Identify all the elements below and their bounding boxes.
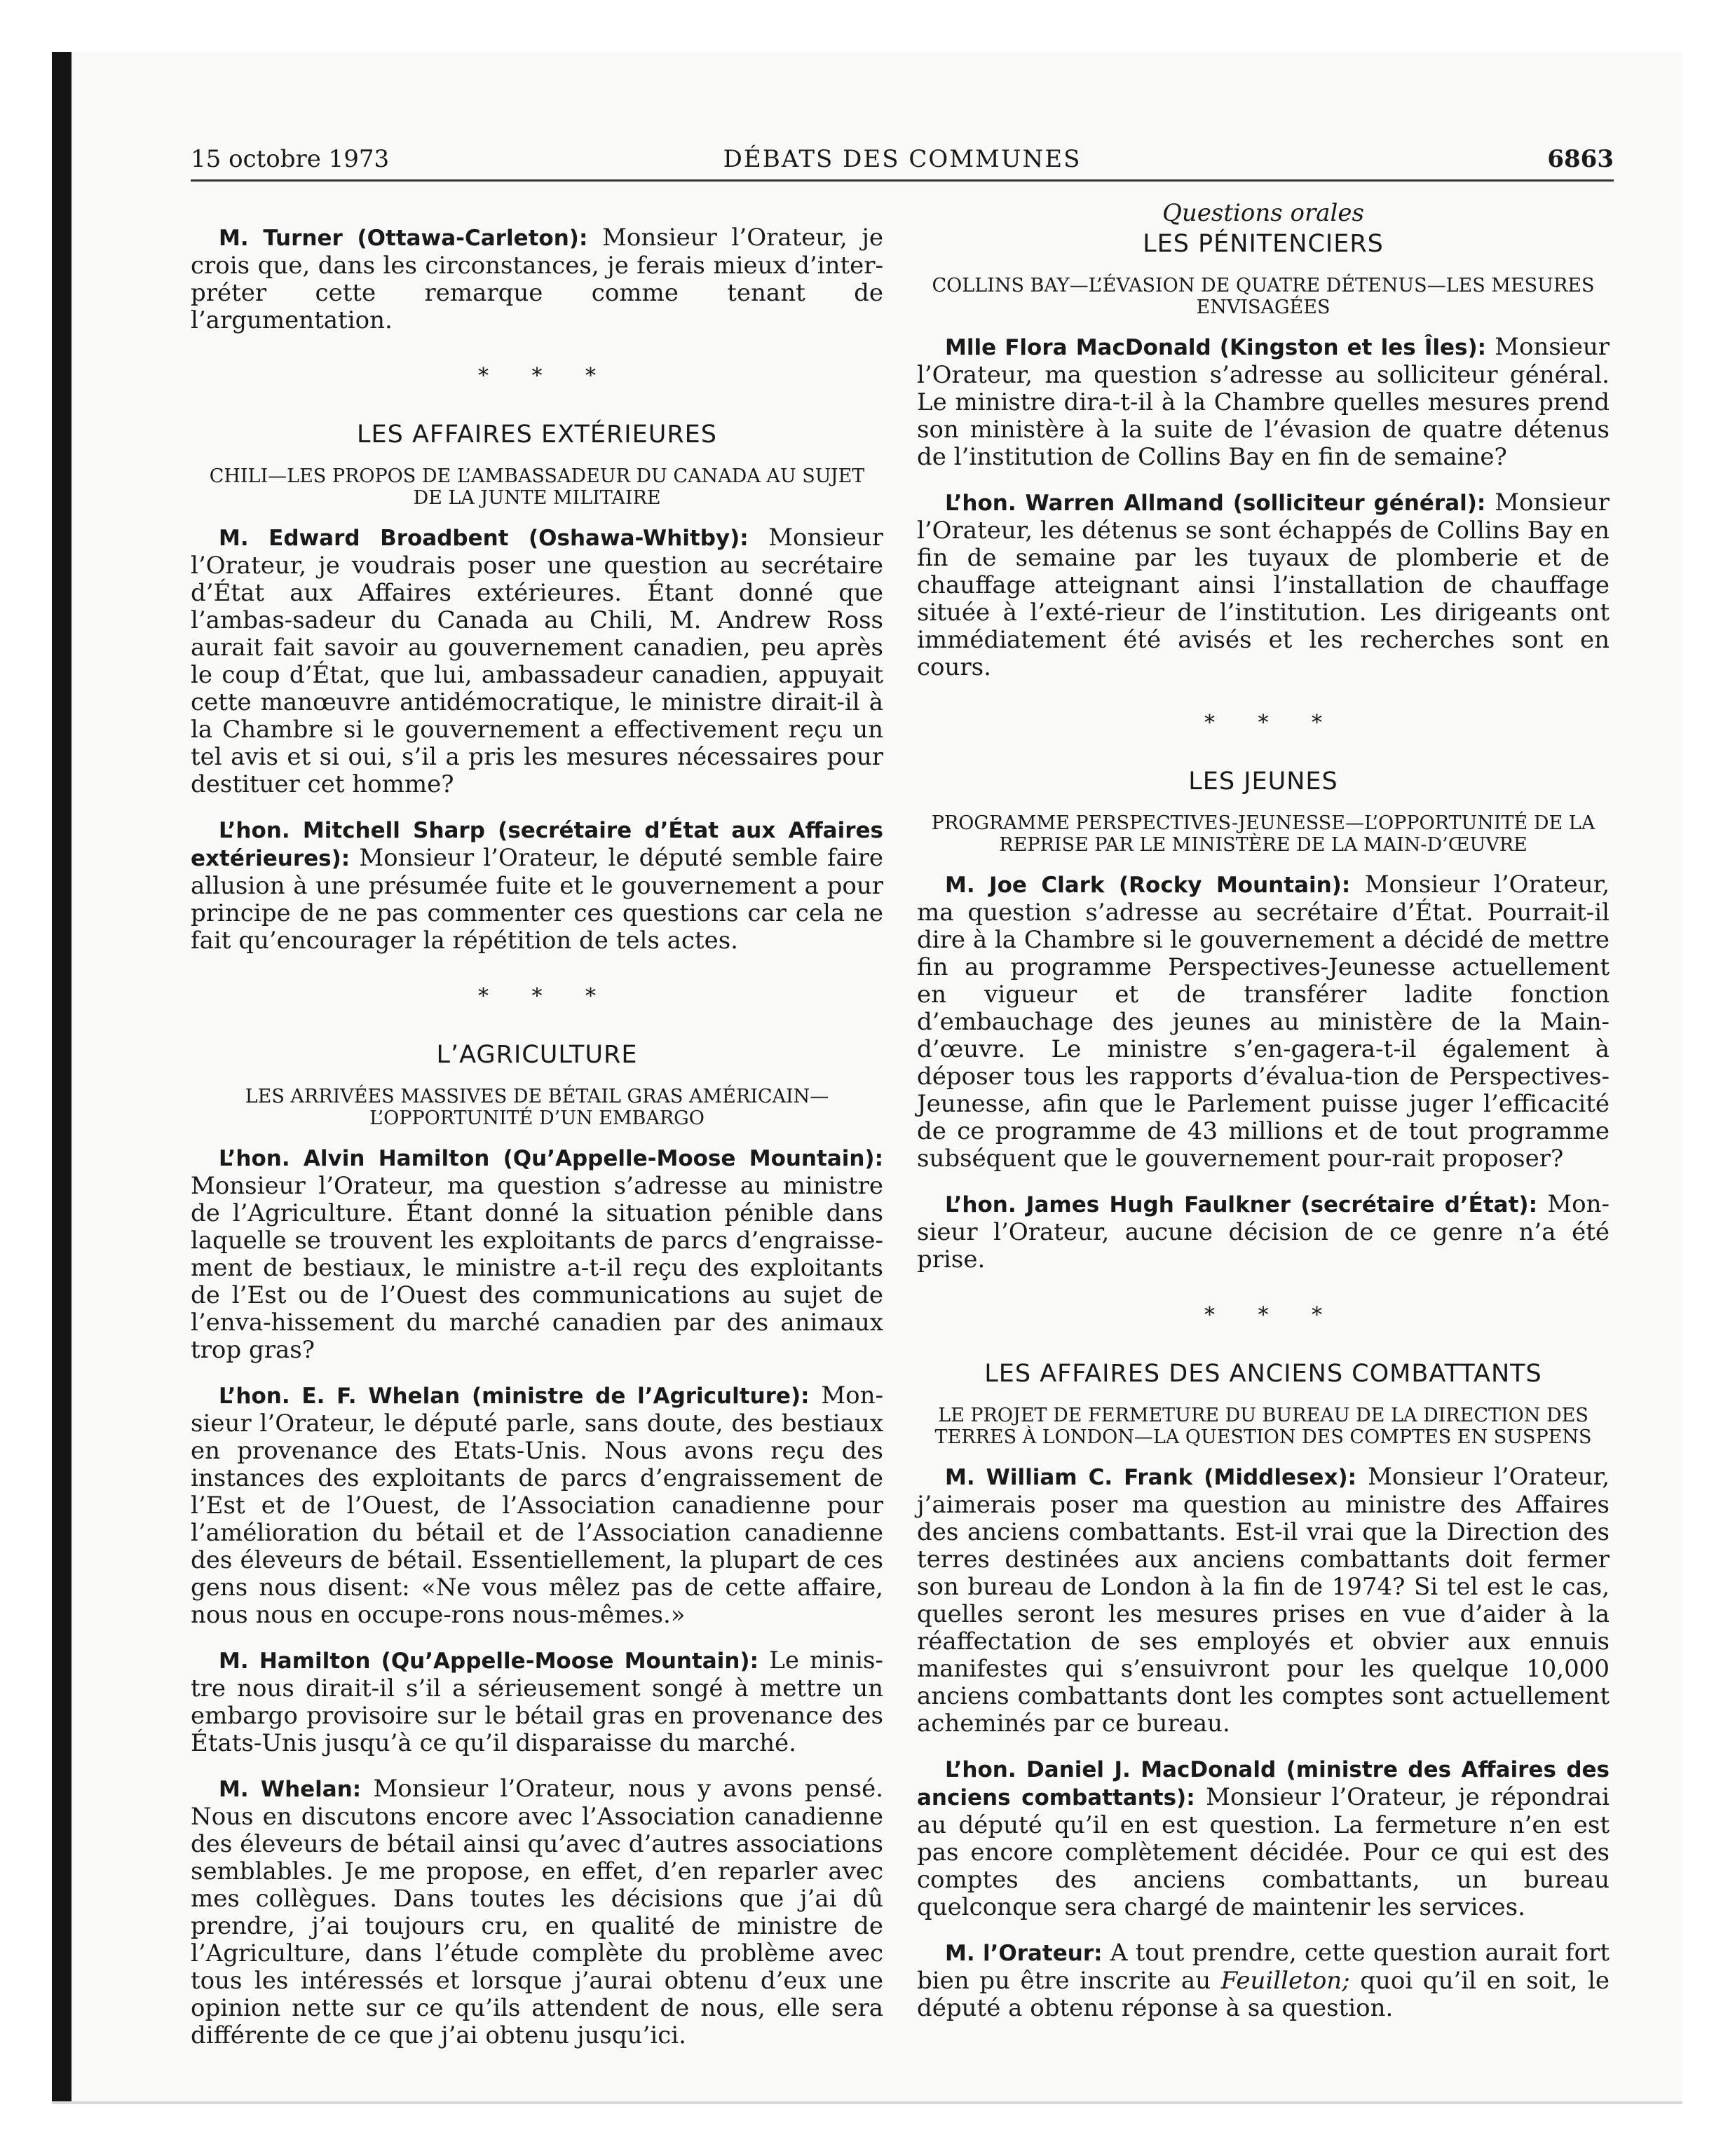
- speaker-name: M. Whelan:: [219, 1777, 362, 1802]
- speech-macdonald-flora: [917, 334, 1610, 471]
- left-column: [191, 224, 883, 2068]
- speaker-name: L’hon. James Hugh Faulkner (secrétaire d’État):: [945, 1192, 1537, 1217]
- speech-text: Monsieur l’Orateur, ma question s’adresse au secrétaire d’État. Pourrait-il dire à la Chambre si le gouvernement a décidé de mettre fin au programme Perspectives-Jeunesse actuellement en vigueur et de transférer ladite fonction d’embauchage des jeunes au ministère de la Main-d’œuvre. Le ministre s’en-gagera-t-il également à déposer tous les rapports d’évalua-tion de Perspectives-Jeunesse, afin que le Parlement puisse juger l’efficacité de ce programme de 43 millions et de tout programme subséquent que le gouvernement pour-rait proposer?: [917, 871, 1610, 1173]
- speech-text-before: A tout prendre, cette question aurait fort bien pu être inscrite au: [917, 1939, 1610, 1995]
- speaker-name: L’hon. Mitchell Sharp (secrétaire d’État aux Affaires extérieures):: [191, 818, 883, 871]
- speech-orateur: [917, 1939, 1610, 2022]
- speech-text: Monsieur l’Orateur, je voudrais poser une question au secrétaire d’État aux Affaires extérieures. Étant donné que l’ambas-sadeur du Canada au Chili, M. Andrew Ross aurait fait savoir au gouvernement canadien, peu après le coup d’État, que lui, ambassadeur canadien, appuyait cette manœuvre antidémocratique, le ministre dirait-il à la Chambre si le gouvernement a effectivement reçu un tel avis et si oui, s’il a pris les mesures nécessaires pour destituer cet homme?: [191, 524, 884, 798]
- speech-whelan: [191, 1382, 883, 1629]
- subheading-collins-bay: COLLINS BAY—L’ÉVASION DE QUATRE DÉTENUS—LES MESURES ENVISAGÉES: [932, 275, 1595, 318]
- speech-text: Monsieur l’Orateur, j’aimerais poser ma question au ministre des Affaires des anciens combattants. Est-il vrai que la Direction des terres destinées aux anciens combattants doit fermer son bureau de London à la fin de 1974? Si tel est le cas, quelles seront les mesures prises en vue d’aider à la réaffectation de ses employés et obvier aux ennuis manifestes qui s’ensuivront pour les quelque 10,000 anciens combattants dont les comptes sont actuellement acheminés par ce bureau.: [917, 1463, 1610, 1738]
- speech-clark: [917, 871, 1610, 1173]
- header-date: 15 octobre 1973: [191, 145, 390, 173]
- speech-text: Monsieur l’Orateur, ma question s’adresse au ministre de l’Agriculture. Étant donné la situation pénible dans laquelle se trouvent les exploitants de parcs d’engraisse-ment de bestiaux, le ministre a-t-il reçu des exploitants de l’Est ou de l’Ouest des communications au sujet de l’enva-hissement du marché canadien par des animaux trop gras?: [191, 1172, 883, 1364]
- speech-whelan-2: [191, 1775, 883, 2049]
- running-header: [191, 140, 1614, 182]
- scan-edge-shadow: [52, 52, 72, 2101]
- right-column: [917, 199, 1610, 2040]
- section-heading-penitenciers: LES PÉNITENCIERS: [1143, 230, 1384, 258]
- section-heading-affaires-exterieures: LES AFFAIRES EXTÉRIEURES: [357, 421, 717, 449]
- section-heading-anciens-combattants: LES AFFAIRES DES ANCIENS COMBATTANTS: [984, 1360, 1542, 1388]
- section-heading-agriculture: L’AGRICULTURE: [436, 1041, 638, 1069]
- speech-macdonald-daniel: [917, 1756, 1610, 1921]
- speaker-name: M. William C. Frank (Middlesex):: [945, 1465, 1357, 1490]
- speech-broadbent: [191, 524, 883, 798]
- page-number: 6863: [1547, 145, 1614, 173]
- scan-bottom-edge: [52, 2101, 1682, 2104]
- speech-sharp: [191, 817, 883, 955]
- speaker-name: M. l’Orateur:: [945, 1941, 1103, 1966]
- speech-text: Monsieur l’Orateur, ma question s’adresse au solliciteur général. Le ministre dira-t-il à la Chambre quelles mesures prend son ministère à la suite de l’évasion de quatre détenus de l’institution de Collins Bay en fin de semaine?: [917, 333, 1610, 471]
- section-separator: * * *: [477, 984, 615, 1009]
- section-separator: * * *: [1204, 711, 1341, 735]
- speaker-name: M. Hamilton (Qu’Appelle-Moose Mountain):: [219, 1649, 758, 1674]
- speech-text: Monsieur l’Orateur, le député semble faire allusion à une présumée fuite et le gouvernement a pour principe de ne pas commenter ces questions car cela ne fait qu’encourager la répétition de tels actes.: [191, 844, 883, 955]
- speaker-name: L’hon. Warren Allmand (solliciteur général):: [945, 491, 1486, 516]
- speech-text: Mon-sieur l’Orateur, le député parle, sans doute, des bestiaux en provenance des Etats-Unis. Nous avons reçu des instances des exploitants de parcs d’engraissement de l’Est et de l’Ouest, de l’Association canadienne pour l’amélioration du bétail et de l’Association canadienne des éleveurs de bétail. Essentiellement, la plupart de ces gens nous disent: «Ne vous mêlez pas de cette affaire, nous nous en occupe-rons nous-mêmes.»: [191, 1381, 884, 1629]
- speech-frank: [917, 1464, 1610, 1738]
- column-header-questions-orales: Questions orales: [1162, 199, 1364, 227]
- speech-text: Monsieur l’Orateur, je crois que, dans les circonstances, je ferais mieux d’inter-préter cette remarque comme tenant de l’argumentation.: [191, 224, 884, 334]
- speaker-name: Mlle Flora MacDonald (Kingston et les Îles):: [945, 335, 1487, 360]
- speech-text: Monsieur l’Orateur, les détenus se sont échappés de Collins Bay en fin de semaine par les tuyaux de plomberie et de chauffage atteignant ainsi l’installation de chauffage située à l’exté-rieur de l’institution. Les dirigeants ont immédiatement été avisés et les recherches sont en cours.: [917, 489, 1610, 681]
- subheading-chili: CHILI—LES PROPOS DE L’AMBASSADEUR DU CANADA AU SUJET DE LA JUNTE MILITAIRE: [209, 465, 865, 509]
- section-heading-jeunes: LES JEUNES: [1188, 767, 1338, 796]
- speech-allmand: [917, 489, 1610, 681]
- speech-text: Le minis-tre nous dirait-il s’il a sérieusement songé à mettre un embargo provisoire sur le bétail gras en provenance des États-Unis jusqu’à ce qu’il disparaisse du marché.: [191, 1646, 883, 1757]
- speaker-name: L’hon. Alvin Hamilton (Qu’Appelle-Moose Mountain):: [219, 1146, 883, 1171]
- subheading-bureau-london: LE PROJET DE FERMETURE DU BUREAU DE LA DIRECTION DES TERRES À LONDON—LA QUESTION DES COMPTES EN SUSPENS: [934, 1405, 1592, 1448]
- speaker-name: L’hon. E. F. Whelan (ministre de l’Agriculture):: [219, 1384, 810, 1409]
- header-title: DÉBATS DES COMMUNES: [723, 145, 1082, 173]
- section-separator: * * *: [477, 364, 615, 388]
- speech-text-italic: Feuilleton;: [1220, 1967, 1350, 1995]
- speech-text: Mon-sieur l’Orateur, aucune décision de ce genre n’a été prise.: [917, 1190, 1610, 1274]
- speech-text: Monsieur l’Orateur, nous y avons pensé. Nous en discutons encore avec l’Association canadienne des éleveurs de bétail ainsi qu’avec d’autres associations semblables. Je me propose, en effet, d’en reparler avec mes collègues. Dans toutes les décisions que j’ai dû prendre, j’ai toujours cru, en qualité de ministre de l’Agriculture, dans l’étude complète du problème avec tous les intéressés et lorsque j’aurai obtenu d’eux une opinion nette sur ce qu’ils attendent de nous, elle sera différente de ce que j’ai obtenu jusqu’ici.: [191, 1775, 884, 2049]
- subheading-perspectives-jeunesse: PROGRAMME PERSPECTIVES-JEUNESSE—L’OPPORTUNITÉ DE LA REPRISE PAR LE MINISTÈRE DE LA MAIN-D’ŒUVRE: [931, 812, 1595, 856]
- speech-faulkner: [917, 1191, 1610, 1274]
- speech-turner: [191, 224, 883, 334]
- speaker-name: M. Turner (Ottawa-Carleton):: [219, 226, 588, 251]
- speech-hamilton-2: [191, 1647, 883, 1757]
- speech-text: Monsieur l’Orateur, je répondrai au député qu’il en est question. La fermeture n’en est pas encore complètement décidée. Pour ce qui est des comptes des anciens combattants, un bureau quelconque sera chargé de maintenir les services.: [917, 1783, 1610, 1921]
- speech-text-after: quoi qu’il en soit, le député a obtenu réponse à sa question.: [917, 1967, 1610, 2022]
- speech-hamilton: [191, 1145, 883, 1364]
- section-separator: * * *: [1204, 1303, 1341, 1328]
- subheading-betail: LES ARRIVÉES MASSIVES DE BÉTAIL GRAS AMÉRICAIN—L’OPPORTUNITÉ D’UN EMBARGO: [245, 1086, 829, 1129]
- speaker-name: M. Joe Clark (Rocky Mountain):: [945, 873, 1351, 898]
- speaker-name: L’hon. Daniel J. MacDonald (ministre des Affaires des anciens combattants):: [917, 1757, 1610, 1810]
- speaker-name: M. Edward Broadbent (Oshawa-Whitby):: [219, 526, 749, 551]
